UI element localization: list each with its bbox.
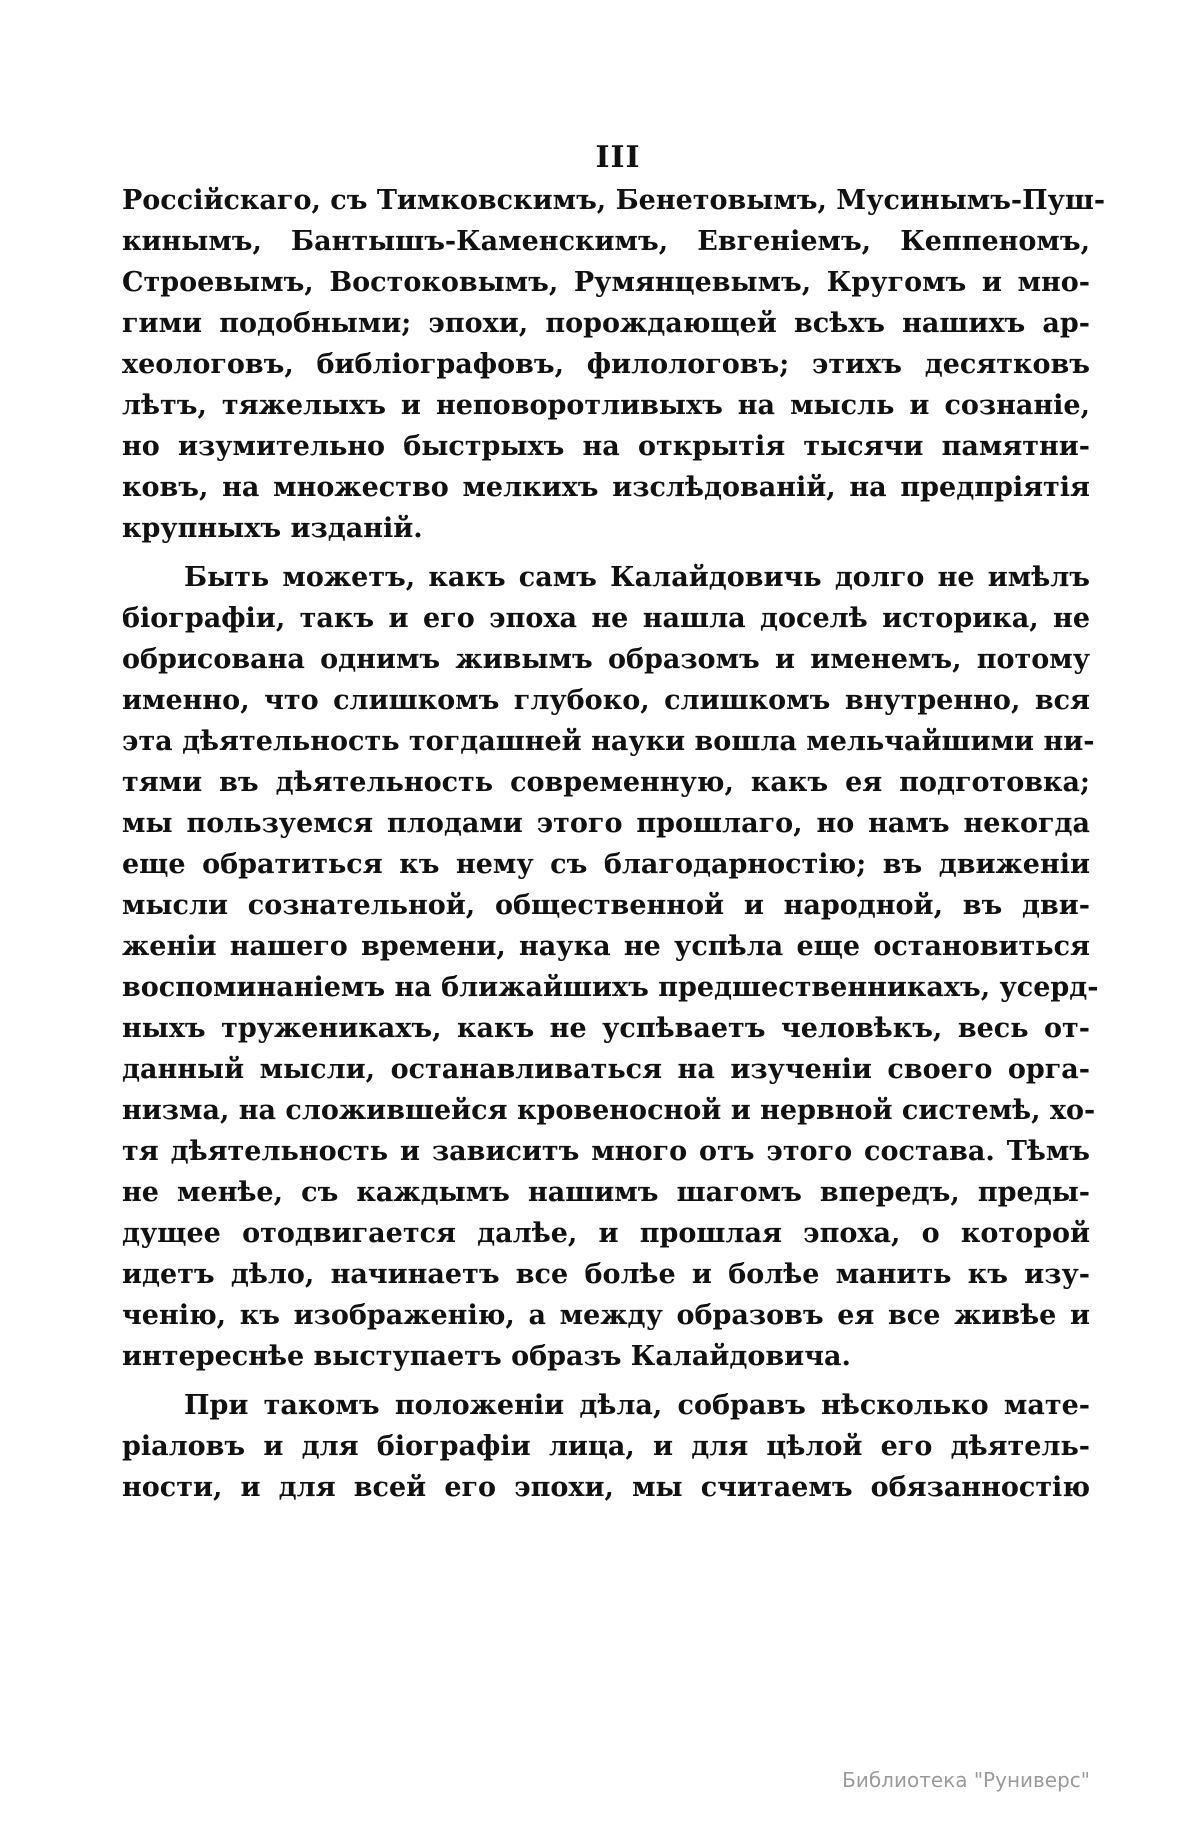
text-line: не менѣе, съ каждымъ нашимъ шагомъ впередъ, преды- [122,1177,1090,1208]
text-line: мы пользуемся плодами этого прошлаго, но намъ некогда [122,808,1090,839]
text-line: женіи нашего времени, наука не успѣла еще остановиться [122,931,1090,962]
body-text [122,180,1106,1508]
text-line: интереснѣе выступаетъ образъ Калайдовича. [122,1341,851,1372]
text-line: Быть можетъ, какъ самъ Калайдовичь долго не имѣлъ [184,562,1090,593]
text-line: именно, что слишкомъ глубоко, слишкомъ внутренно, вся [122,685,1090,716]
text-line: біографіи, такъ и его эпоха не нашла доселѣ историка, не [122,603,1090,634]
text-line: гими подобными; эпохи, порождающей всѣхъ нашихъ ар- [122,308,1090,339]
text-line: низма, на сложившейся кровеносной и нервной системѣ, хо- [122,1095,1096,1126]
text-line: ріаловъ и для біографіи лица, и для цѣлой его дѣятель- [122,1431,1090,1462]
text-line: идетъ дѣло, начинаетъ все болѣе и болѣе манить къ изу- [122,1259,1090,1290]
page-number: III [595,140,641,175]
text-line: ченію, къ изображенію, а между образовъ ея все живѣе и [122,1300,1090,1331]
text-line: еще обратиться къ нему съ благодарностію; въ движеніи [122,849,1090,880]
text-line: ныхъ труженикахъ, какъ не успѣваетъ человѣкъ, весь от- [122,1013,1090,1044]
text-line: ковъ, на множество мелкихъ изслѣдованій, на предпріятія [122,472,1090,503]
text-line: мысли сознательной, общественной и народной, въ дви- [122,890,1090,921]
text-line: но изумительно быстрыхъ на открытія тысячи памятни- [122,431,1090,462]
paragraph [122,1385,1090,1508]
text-line: кинымъ, Бантышъ-Каменскимъ, Евгеніемъ, Кеппеномъ, [122,226,1090,257]
text-line: лѣтъ, тяжелыхъ и неповоротливыхъ на мысль и сознаніе, [122,390,1090,421]
text-line: тя дѣятельность и зависитъ много отъ этого состава. Тѣмъ [122,1136,1090,1167]
paragraph [122,557,1099,1377]
text-line: Россійскаго, съ Тимковскимъ, Бенетовымъ, Мусинымъ-Пуш- [122,185,1106,216]
text-line: хеологовъ, библіографовъ, филологовъ; этихъ десятковъ [122,349,1090,380]
text-line: данный мысли, останавливаться на изученіи своего орга- [122,1054,1090,1085]
library-watermark: Библиотека "Руниверс" [842,1768,1090,1792]
text-line: дущее отодвигается далѣе, и прошлая эпоха, о которой [122,1218,1090,1249]
text-line: обрисована однимъ живымъ образомъ и именемъ, потому [122,644,1090,675]
text-line: ности, и для всей его эпохи, мы считаемъ обязанностію [122,1472,1090,1503]
text-line: воспоминаніемъ на ближайшихъ предшественникахъ, усерд- [122,972,1099,1003]
paragraph [122,180,1106,549]
text-line: При такомъ положеніи дѣла, собравъ нѣсколько мате- [184,1390,1090,1421]
text-line: тями въ дѣятельность современную, какъ ея подготовка; [122,767,1090,798]
text-line: крупныхъ изданій. [122,513,423,544]
text-line: Строевымъ, Востоковымъ, Румянцевымъ, Кругомъ и мно- [122,267,1090,298]
text-line: эта дѣятельность тогдашней науки вошла мельчайшими ни- [122,726,1095,757]
